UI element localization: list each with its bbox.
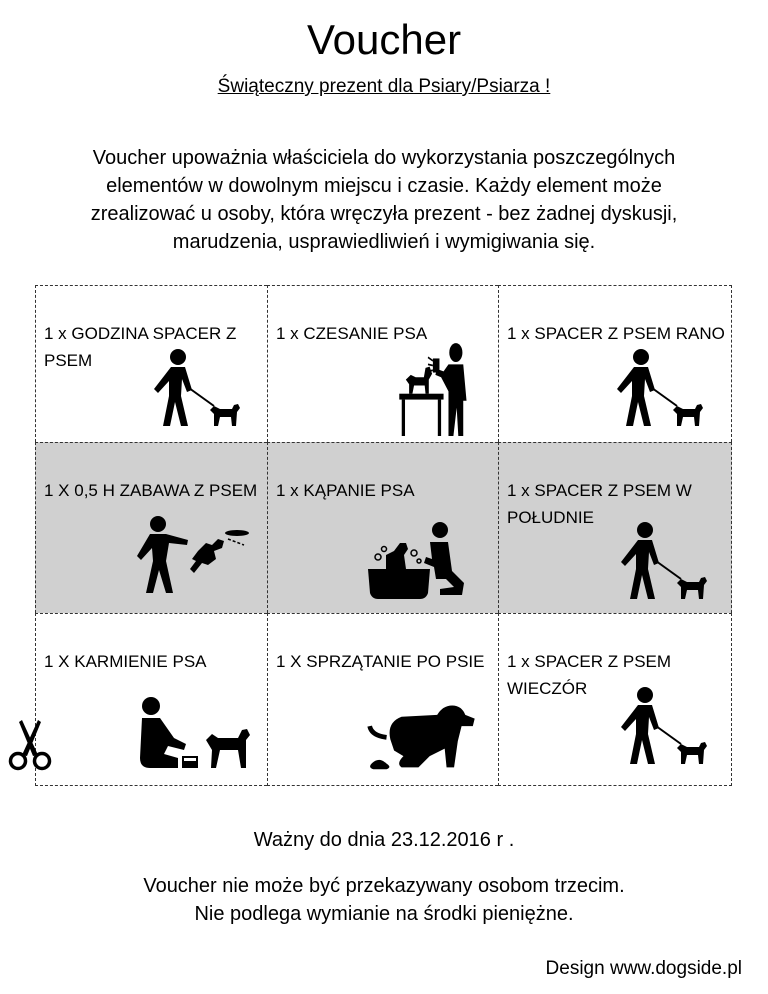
terms-line: Voucher nie może być przekazywany osobom trzecim. [143, 875, 625, 897]
voucher-subtitle-text: Świąteczny prezent dla Psiary/Psiarza ! [217, 76, 551, 97]
intro-line: marudzenia, usprawiedliwień i wymigiwania się. [172, 231, 596, 253]
voucher-tile-play [35, 442, 267, 613]
dog-bath-icon [364, 521, 474, 601]
person-walking-dog-icon [144, 348, 244, 428]
person-walking-dog-icon [611, 521, 711, 601]
voucher-grid [35, 285, 732, 786]
scissors-icon [8, 718, 52, 772]
voucher-tile-walk-hour [35, 285, 267, 442]
person-walking-dog-icon [607, 348, 707, 428]
intro-line: elementów w dowolnym miejscu i czasie. Każdy element może [106, 175, 662, 197]
voucher-terms [0, 872, 768, 928]
dog-grooming-icon [396, 342, 478, 436]
tile-label: 1 X KARMIENIE PSA [44, 652, 207, 671]
voucher-tile-grooming [267, 285, 498, 442]
tile-label: 1 x CZESANIE PSA [276, 324, 428, 343]
voucher-subtitle [0, 74, 768, 100]
voucher-tile-walk-evening [498, 613, 732, 786]
terms-line: Nie podlega wymianie na środki pieniężne. [194, 903, 574, 925]
person-walking-dog-icon [611, 686, 711, 766]
design-credit: Design www.dogside.pl [545, 958, 742, 979]
voucher-tile-feeding [35, 613, 267, 786]
voucher-tile-walk-morning [498, 285, 732, 442]
tile-label: 1 X 0,5 H ZABAWA Z PSEM [44, 481, 258, 500]
tile-label: 1 X SPRZĄTANIE PO PSIE [276, 652, 485, 671]
tile-label: 1 x GODZINA SPACER Z PSEM [44, 324, 237, 370]
voucher-title: Voucher [306, 16, 462, 63]
dog-feeding-icon [134, 692, 254, 772]
valid-until-text: Ważny do dnia 23.12.2016 r . [253, 829, 515, 851]
tile-label: 1 x SPACER Z PSEM RANO [507, 324, 725, 343]
frisbee-play-icon [132, 515, 252, 595]
voucher-tile-cleanup [267, 613, 498, 786]
voucher-tile-walk-noon [498, 442, 732, 613]
voucher-intro [38, 144, 730, 256]
tile-label: 1 x KĄPANIE PSA [276, 481, 415, 500]
intro-line: zrealizować u osoby, która wręczyła prezent - bez żadnej dyskusji, [90, 203, 678, 225]
voucher-tile-bath [267, 442, 498, 613]
dog-poop-icon [364, 698, 486, 773]
tile-label: 1 x SPACER Z PSEM WIECZÓR [507, 652, 672, 698]
intro-line: Voucher upoważnia właściciela do wykorzystania poszczególnych [92, 147, 676, 169]
tile-label: 1 x SPACER Z PSEM W POŁUDNIE [507, 481, 692, 527]
